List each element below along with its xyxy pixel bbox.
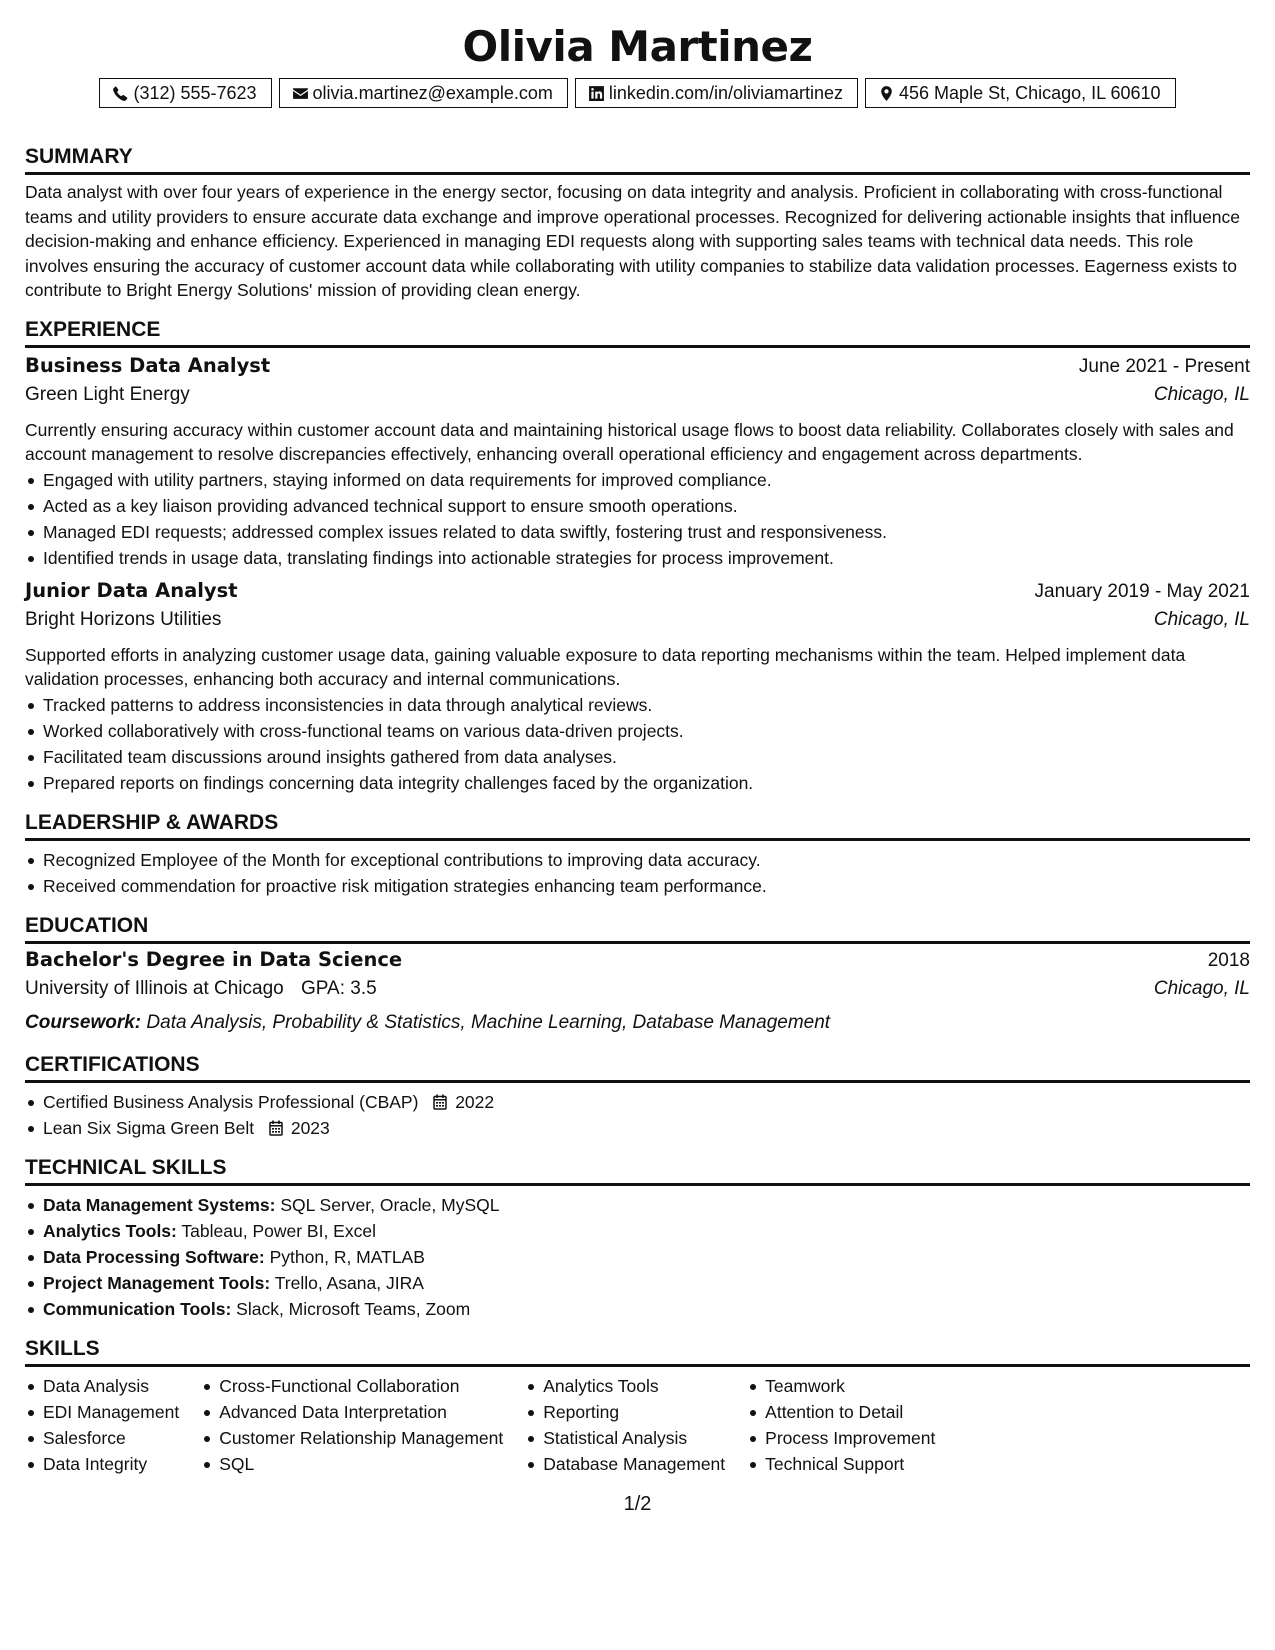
certifications-list xyxy=(25,1089,1250,1141)
list-item: Analytics Tools xyxy=(525,1373,725,1399)
summary-text: Data analyst with over four years of experience in the energy sector, focusing on data integrity and analysis. Proficient in collaborating with cross-functional teams and utility providers to ensure accurate data exchange and improve operational processes. Recognized for delivering actionable insights that influence decision-making and enhance efficiency. Experienced in managing EDI requests along with supporting sales teams with technical data needs. This role involves ensuring the accuracy of customer account data while collaborating with utility companies to stabilize data validation processes. Eagerness exists to contribute to Bright Energy Solutions' mission of providing clean energy. xyxy=(25,182,1241,300)
list-item: SQL xyxy=(201,1451,503,1477)
job-dates: January 2019 - May 2021 xyxy=(1034,580,1250,602)
skills-column xyxy=(201,1373,503,1477)
list-item: Data Integrity xyxy=(25,1451,179,1477)
technical-skills-section xyxy=(25,1155,1250,1322)
cert-year: 2023 xyxy=(290,1117,330,1138)
skill-category: Data Management Systems: xyxy=(43,1194,276,1215)
list-item xyxy=(25,1270,1250,1296)
job-company: Bright Horizons Utilities xyxy=(25,608,222,630)
job-title: Junior Data Analyst xyxy=(25,578,238,602)
job-bullets xyxy=(25,692,1250,796)
map-pin-icon xyxy=(878,85,895,102)
page-number: 1/2 xyxy=(623,1493,652,1515)
list-item: Received commendation for proactive risk mitigation strategies enhancing team performance. xyxy=(25,873,1250,899)
section-title: CERTIFICATIONS xyxy=(25,1052,1250,1083)
coursework-text: Data Analysis, Probability & Statistics, Machine Learning, Database Management xyxy=(146,1011,831,1033)
skill-category: Data Processing Software: xyxy=(43,1246,265,1267)
contact-bar xyxy=(25,78,1250,108)
cert-name: Lean Six Sigma Green Belt xyxy=(43,1117,255,1138)
list-item: Database Management xyxy=(525,1451,725,1477)
awards-list xyxy=(25,847,1250,899)
list-item xyxy=(25,1192,1250,1218)
contact-email[interactable] xyxy=(279,78,568,108)
linkedin-icon xyxy=(588,85,605,102)
technical-skills-list xyxy=(25,1192,1250,1322)
list-item: Prepared reports on findings concerning data integrity challenges faced by the organization. xyxy=(25,770,1250,796)
list-item: Worked collaboratively with cross-functional teams on various data-driven projects. xyxy=(25,718,1250,744)
list-item xyxy=(25,1089,1250,1115)
job-entry xyxy=(25,579,1250,796)
skill-category: Project Management Tools: xyxy=(43,1272,271,1293)
calendar-icon xyxy=(433,1094,447,1110)
graduation-year: 2018 xyxy=(1207,949,1250,971)
skill-values: Python, R, MATLAB xyxy=(269,1246,425,1267)
skill-category: Communication Tools: xyxy=(43,1298,232,1319)
envelope-icon xyxy=(292,85,309,102)
gpa-text: GPA: 3.5 xyxy=(301,977,377,999)
education-section xyxy=(25,913,1250,1038)
list-item: Data Analysis xyxy=(25,1373,179,1399)
contact-phone[interactable] xyxy=(99,78,271,108)
skills-column xyxy=(525,1373,725,1477)
section-title: EDUCATION xyxy=(25,913,1250,944)
section-title: SUMMARY xyxy=(25,144,1250,175)
job-bullets xyxy=(25,467,1250,571)
section-title: SKILLS xyxy=(25,1336,1250,1367)
school-name: University of Illinois at Chicago xyxy=(25,977,284,999)
degree-title: Bachelor's Degree in Data Science xyxy=(25,947,403,971)
list-item: Process Improvement xyxy=(747,1425,935,1451)
contact-address[interactable] xyxy=(865,78,1176,108)
email-text: olivia.martinez@example.com xyxy=(312,82,553,103)
coursework-line xyxy=(25,1008,1250,1038)
list-item: Customer Relationship Management xyxy=(201,1425,503,1451)
job-title: Business Data Analyst xyxy=(25,353,271,377)
list-item xyxy=(25,1218,1250,1244)
job-location: Chicago, IL xyxy=(1153,608,1250,630)
list-item: Statistical Analysis xyxy=(525,1425,725,1451)
section-title: LEADERSHIP & AWARDS xyxy=(25,810,1250,841)
list-item: Facilitated team discussions around insights gathered from data analyses. xyxy=(25,744,1250,770)
certifications-section xyxy=(25,1052,1250,1141)
candidate-name: Olivia Martinez xyxy=(462,22,813,71)
list-item: Cross-Functional Collaboration xyxy=(201,1373,503,1399)
awards-section xyxy=(25,810,1250,899)
skill-values: Tableau, Power BI, Excel xyxy=(181,1220,376,1241)
job-dates: June 2021 - Present xyxy=(1078,355,1250,377)
skills-column xyxy=(25,1373,179,1477)
job-location: Chicago, IL xyxy=(1153,383,1250,405)
coursework-label: Coursework: xyxy=(25,1011,142,1033)
list-item: Advanced Data Interpretation xyxy=(201,1399,503,1425)
linkedin-text: linkedin.com/in/oliviamartinez xyxy=(608,82,844,103)
skills-column xyxy=(747,1373,935,1477)
list-item: Identified trends in usage data, translating findings into actionable strategies for process improvement. xyxy=(25,545,1250,571)
summary-section xyxy=(25,144,1250,303)
section-title: EXPERIENCE xyxy=(25,317,1250,348)
skill-category: Analytics Tools: xyxy=(43,1220,177,1241)
cert-year: 2022 xyxy=(455,1091,495,1112)
school-location: Chicago, IL xyxy=(1153,977,1250,999)
list-item: Recognized Employee of the Month for exceptional contributions to improving data accuracy. xyxy=(25,847,1250,873)
list-item: EDI Management xyxy=(25,1399,179,1425)
list-item: Salesforce xyxy=(25,1425,179,1451)
skills-grid xyxy=(25,1373,1250,1477)
address-text: 456 Maple St, Chicago, IL 60610 xyxy=(899,82,1161,103)
phone-icon xyxy=(112,85,129,102)
list-item: Attention to Detail xyxy=(747,1399,935,1425)
list-item: Tracked patterns to address inconsistencies in data through analytical reviews. xyxy=(25,692,1250,718)
list-item: Acted as a key liaison providing advanced technical support to ensure smooth operations. xyxy=(25,493,1250,519)
section-title: TECHNICAL SKILLS xyxy=(25,1155,1250,1186)
list-item xyxy=(25,1244,1250,1270)
job-company: Green Light Energy xyxy=(25,383,190,405)
phone-text: (312) 555-7623 xyxy=(133,82,257,103)
job-entry xyxy=(25,354,1250,571)
list-item: Reporting xyxy=(525,1399,725,1425)
skill-values: Slack, Microsoft Teams, Zoom xyxy=(236,1298,471,1319)
skills-section xyxy=(25,1336,1250,1477)
experience-section xyxy=(25,317,1250,796)
list-item: Engaged with utility partners, staying informed on data requirements for improved compliance. xyxy=(25,467,1250,493)
job-description: Currently ensuring accuracy within customer account data and maintaining historical usage flows to boost data reliability. Collaborates closely with sales and account management to resolve discrepancies effectively, enhancing overall operational efficiency and engagement across departments. xyxy=(25,419,1234,464)
cert-name: Certified Business Analysis Professional (CBAP) xyxy=(43,1091,419,1112)
list-item: Technical Support xyxy=(747,1451,935,1477)
skill-values: SQL Server, Oracle, MySQL xyxy=(280,1194,500,1215)
list-item xyxy=(25,1115,1250,1141)
list-item: Teamwork xyxy=(747,1373,935,1399)
list-item: Managed EDI requests; addressed complex issues related to data swiftly, fostering trust and responsiveness. xyxy=(25,519,1250,545)
resume-page xyxy=(25,20,1250,1477)
calendar-icon xyxy=(269,1120,283,1136)
list-item xyxy=(25,1296,1250,1322)
contact-linkedin[interactable] xyxy=(575,78,858,108)
job-description: Supported efforts in analyzing customer usage data, gaining valuable exposure to data reporting mechanisms within the team. Helped implement data validation processes, enhancing both accuracy and internal communications. xyxy=(25,644,1186,689)
skill-values: Trello, Asana, JIRA xyxy=(274,1272,424,1293)
